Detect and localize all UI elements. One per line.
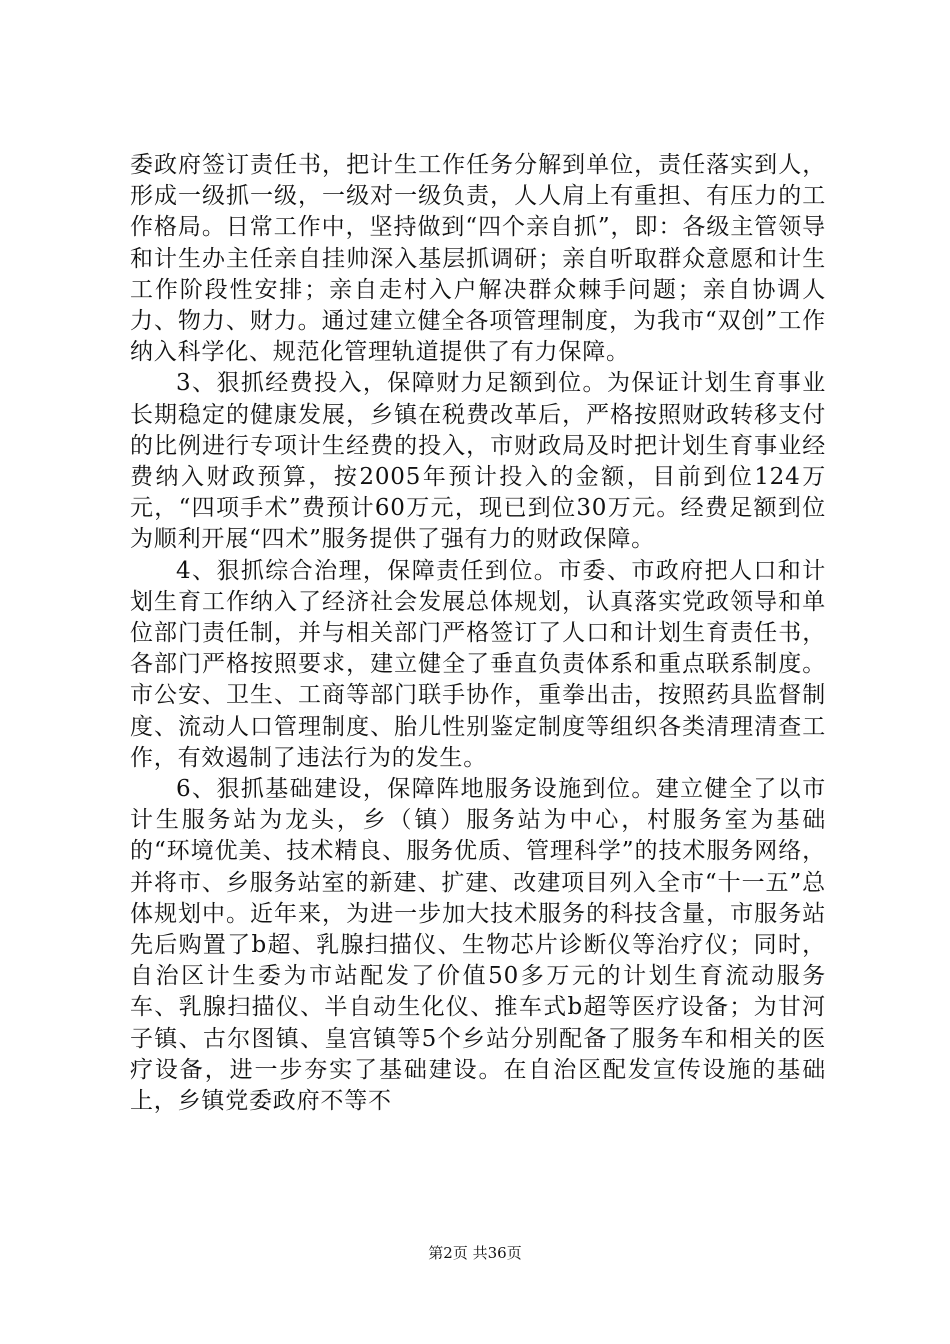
paragraph-governance: 4、狠抓综合治理，保障责任到位。市委、市政府把人口和计划生育工作纳入了经济社会发展总体规划，认真落实党政领导和单位部门责任制，并与相关部门严格签订了人口和计划生育责任书，各部门严格按照要求，建立健全了垂直负责体系和重点联系制度。市公安、卫生、工商等部门联手协作，重拳出击，按照药具监督制度、流动人口管理制度、胎儿性别鉴定制度等组织各类清理清查工作，有效遏制了违法行为的发生。 bbox=[130, 557, 826, 771]
paragraph-infrastructure: 6、狠抓基础建设，保障阵地服务设施到位。建立健全了以市计生服务站为龙头，乡（镇）服务站为中心，村服务室为基础的“环境优美、技术精良、服务优质、管理科学”的技术服务网络，并将市、乡服务站室的新建、扩建、改建项目列入全市“十一五”总体规划中。近年来，为进一步加大技术服务的科技含量，市服务站先后购置了b超、乳腺扫描仪、生物芯片诊断仪等治疗仪；同时，自治区计生委为市站配发了价值50多万元的计划生育流动服务车、乳腺扫描仪、半自动生化仪、推车式b超等医疗设备；为甘河子镇、古尔图镇、皇宫镇等5个乡站分别配备了服务车和相关的医疗设备，进一步夯实了基础建设。在自治区配发宣传设施的基础上，乡镇党委政府不等不 bbox=[130, 776, 826, 1115]
paragraph-funding: 3、狠抓经费投入，保障财力足额到位。为保证计划生育事业长期稳定的健康发展，乡镇在税费改革后，严格按照财政转移支付的比例进行专项计生经费的投入，市财政局及时把计划生育事业经费纳入财政预算，按2005年预计投入的金额，目前到位124万元，“四项手术”费预计60万元，现已到位30万元。经费足额到位为顺利开展“四术”服务提供了强有力的财政保障。 bbox=[130, 370, 826, 553]
paragraph-continuation: 委政府签订责任书，把计生工作任务分解到单位，责任落实到人，形成一级抓一级，一级对一级负责，人人肩上有重担、有压力的工作格局。日常工作中，坚持做到“四个亲自抓”，即：各级主管领导和计生办主任亲自挂帅深入基层抓调研；亲自听取群众意愿和计生工作阶段性安排；亲自走村入户解决群众棘手问题；亲自协调人力、物力、财力。通过建立健全各项管理制度，为我市“双创”工作纳入科学化、规范化管理轨道提供了有力保障。 bbox=[130, 152, 826, 366]
page-footer: 第2页 共36页 bbox=[428, 1244, 522, 1262]
document-body bbox=[130, 150, 826, 1117]
